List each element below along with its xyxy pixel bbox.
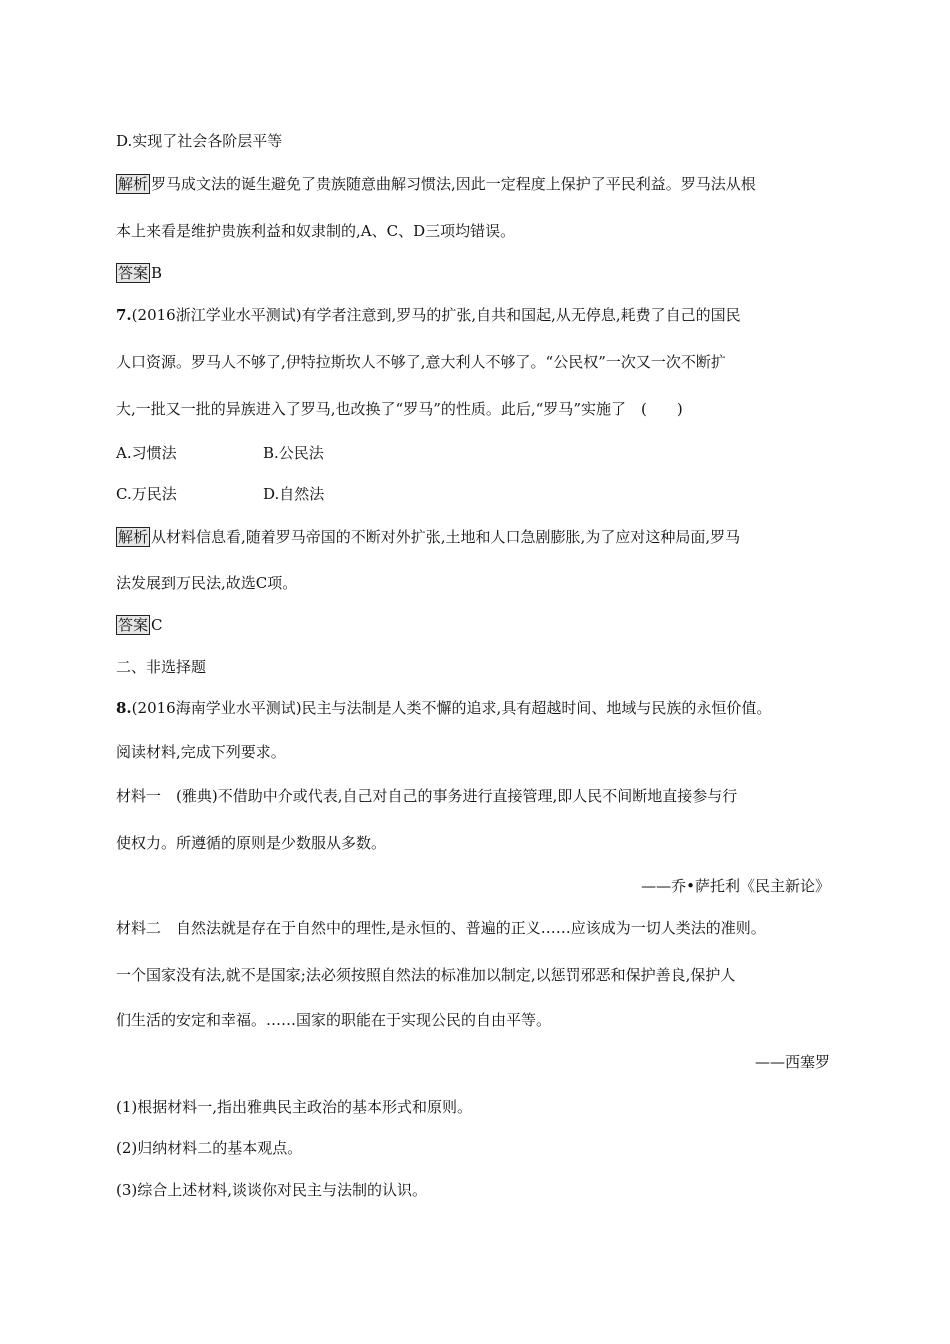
material1-line1: 材料一 (雅典)不借助中介或代表,自己对自己的事务进行直接管理,即人民不间断地直接参与行 <box>116 787 738 805</box>
q7-option-d: D.自然法 <box>263 485 325 503</box>
analysis-tag: 解析 <box>118 528 149 546</box>
material2-line1: 材料二 自然法就是存在于自然中的理性,是永恒的、普遍的正义……应该成为一切人类法的准则。 <box>116 919 766 937</box>
q8-stem-text: (2016海南学业水平测试)民主与法制是人类不懈的追求,具有超越时间、地域与民族的永恒价值。 <box>131 699 772 717</box>
q6-option-d: D.实现了社会各阶层平等 <box>116 132 283 150</box>
q8-sub2: (2)归纳材料二的基本观点。 <box>116 1139 303 1157</box>
material2-source: ——西塞罗 <box>754 1053 830 1071</box>
q7-stem-line3: 大,一批又一批的异族进入了罗马,也改换了“罗马”的性质。此后,“罗马”实施了 ( ) <box>116 400 683 418</box>
q7-stem-line2: 人口资源。罗马人不够了,伊特拉斯坎人不够了,意大利人不够了。“公民权”一次又一次不断扩 <box>116 353 726 371</box>
q6-analysis-line2: 本上来看是维护贵族利益和奴隶制的,A、C、D三项均错误。 <box>116 222 516 240</box>
section-title: 二、非选择题 <box>116 658 207 676</box>
material1-source: ——乔•萨托利《民主新论》 <box>641 877 830 895</box>
q7-answer-value: C <box>151 616 163 634</box>
material2-line2: 一个国家没有法,就不是国家;法必须按照自然法的标准加以制定,以惩罚邪恶和保护善良,保护人 <box>116 966 736 984</box>
q7-option-a: A.习惯法 <box>116 444 177 462</box>
q6-answer <box>116 263 162 283</box>
q8-number: 8. <box>116 699 132 717</box>
q7-number: 7. <box>116 306 132 324</box>
q8-sub1: (1)根据材料一,指出雅典民主政治的基本形式和原则。 <box>116 1098 473 1116</box>
analysis-tag: 解析 <box>118 175 149 193</box>
q7-analysis-text: 从材料信息看,随着罗马帝国的不断对外扩张,土地和人口急剧膨胀,为了应对这种局面,罗马 <box>151 528 741 546</box>
q7-option-c: C.万民法 <box>116 485 177 503</box>
q7-analysis-line1 <box>116 527 740 547</box>
q8-stem-line2: 阅读材料,完成下列要求。 <box>116 743 286 761</box>
q7-stem-text: (2016浙江学业水平测试)有学者注意到,罗马的扩张,自共和国起,从无停息,耗费了自己的国民 <box>131 306 741 324</box>
q6-answer-value: B <box>151 264 163 282</box>
q8-sub3: (3)综合上述材料,谈谈你对民主与法制的认识。 <box>116 1181 428 1199</box>
answer-tag: 答案 <box>118 264 149 282</box>
q8-stem-line1 <box>116 698 771 718</box>
q6-analysis-line1 <box>116 174 756 194</box>
q7-stem-line1 <box>116 305 741 325</box>
material1-line2: 使权力。所遵循的原则是少数服从多数。 <box>116 834 387 852</box>
q7-analysis-line2: 法发展到万民法,故选C项。 <box>116 574 298 592</box>
q6-analysis-text: 罗马成文法的诞生避免了贵族随意曲解习惯法,因此一定程度上保护了平民利益。罗马法从根 <box>151 175 756 193</box>
q7-option-b: B.公民法 <box>263 444 324 462</box>
answer-tag: 答案 <box>118 616 149 634</box>
material2-line3: 们生活的安定和幸福。……国家的职能在于实现公民的自由平等。 <box>116 1011 552 1029</box>
q7-answer <box>116 615 163 635</box>
